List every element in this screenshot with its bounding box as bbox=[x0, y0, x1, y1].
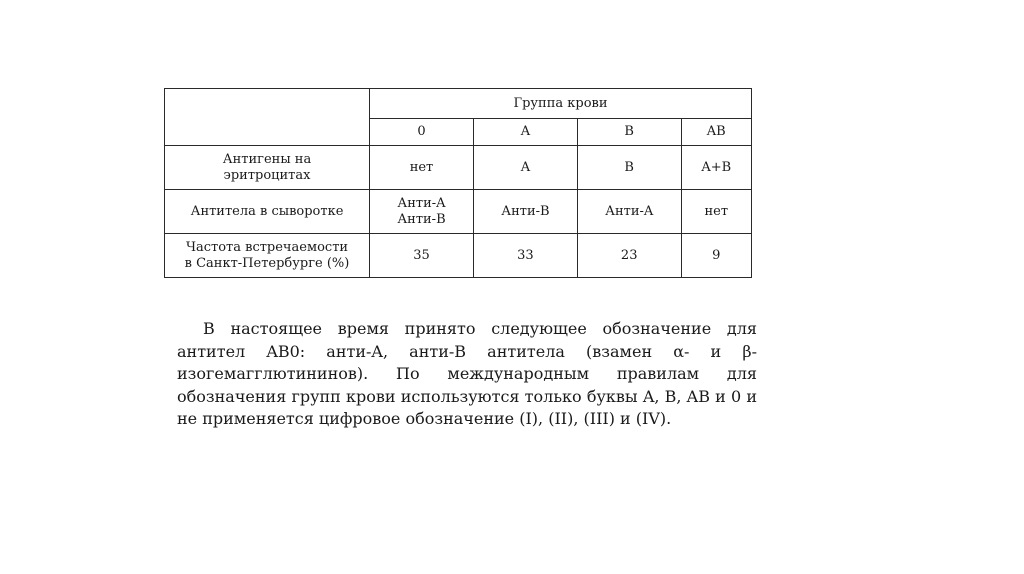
column-label: 0 bbox=[370, 119, 474, 146]
row-label: Антитела в сыворотке bbox=[165, 190, 370, 234]
row-label: Частота встречаемости в Санкт-Петербурге (%) bbox=[165, 234, 370, 278]
table-cell: нет bbox=[370, 146, 474, 190]
table-cell: Анти-A Анти-B bbox=[370, 190, 474, 234]
table-cell: нет bbox=[681, 190, 751, 234]
table-row bbox=[165, 190, 752, 234]
table-header-row bbox=[165, 89, 752, 119]
paragraph-text: В настоящее время принято следующее обозначение для антител AB0: анти-A, анти-B антитела (взамен α- и β-изогемагглютининов). По международным правилам для обозначения групп крови используются только буквы A, B, AB и 0 и не применяется цифровое обозначение (I), (II), (III) и (IV). bbox=[177, 319, 757, 428]
row-label: Антигены на эритроцитах bbox=[165, 146, 370, 190]
table-cell: A bbox=[473, 146, 577, 190]
column-label: AB bbox=[681, 119, 751, 146]
table-row bbox=[165, 146, 752, 190]
table-cell: 23 bbox=[577, 234, 681, 278]
table-corner-cell bbox=[165, 89, 370, 146]
body-paragraph bbox=[177, 318, 757, 431]
column-label: B bbox=[577, 119, 681, 146]
table-cell: Анти-B bbox=[473, 190, 577, 234]
table-row bbox=[165, 234, 752, 278]
table-cell: 9 bbox=[681, 234, 751, 278]
table-cell: B bbox=[577, 146, 681, 190]
table-cell: 35 bbox=[370, 234, 474, 278]
blood-group-header: Группа крови bbox=[370, 89, 752, 119]
table-cell: A+B bbox=[681, 146, 751, 190]
table-cell: 33 bbox=[473, 234, 577, 278]
blood-group-table bbox=[164, 88, 752, 278]
table-cell: Анти-A bbox=[577, 190, 681, 234]
column-label: A bbox=[473, 119, 577, 146]
